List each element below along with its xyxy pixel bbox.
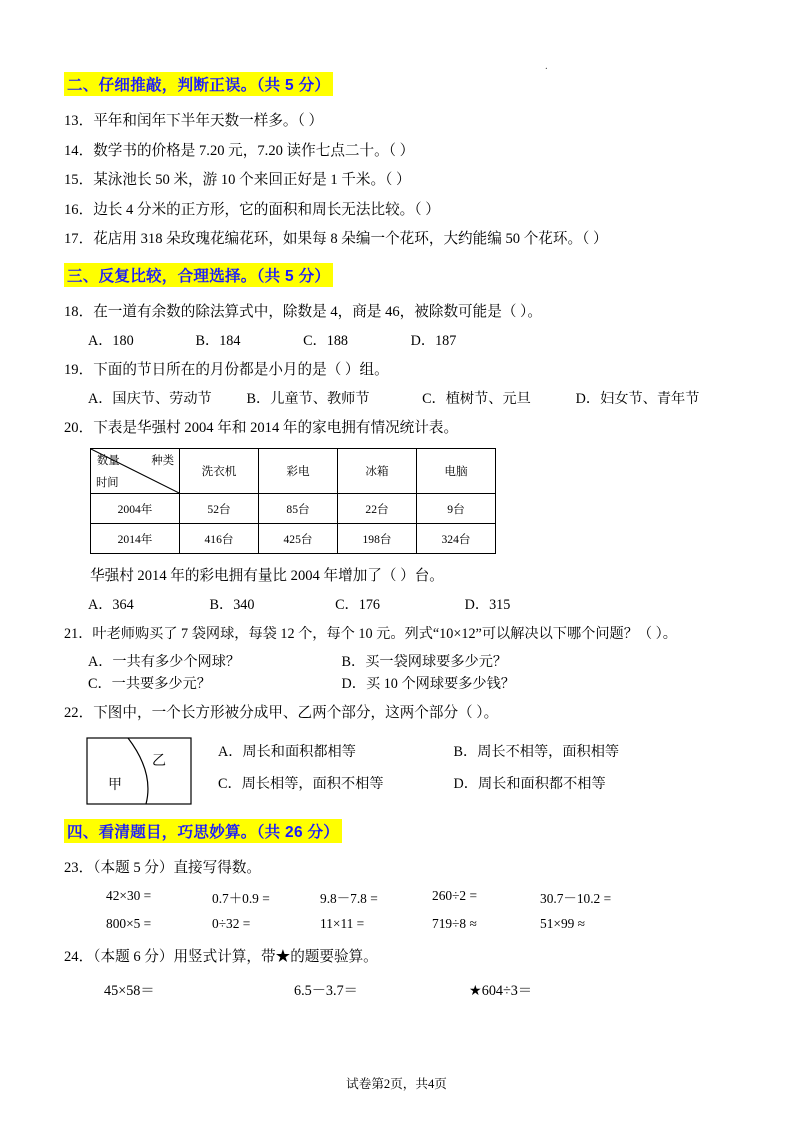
q22-option-b[interactable]: B．周长不相等，面积相等 — [453, 743, 620, 760]
question-16: 16．边长 4 分米的正方形，它的面积和周长无法比较。（ ） — [64, 201, 440, 218]
q21-option-b[interactable]: B．买一袋网球要多少元？ — [341, 654, 508, 671]
row-year-2004: 2004年 — [91, 494, 180, 524]
cell-2014-tv: 425台 — [259, 524, 338, 554]
corner-label-category: 种类 — [151, 455, 174, 468]
question-20: 20．下表是华强村 2004 年和 2014 年的家电拥有情况统计表。 — [64, 419, 459, 436]
cell-2004-washer: 52台 — [180, 494, 259, 524]
table-header-computer: 电脑 — [417, 449, 496, 494]
table-header-washer: 洗衣机 — [180, 449, 259, 494]
calc-item: 0÷32 = — [212, 916, 251, 932]
vertical-calc-item: ★604÷3＝ — [469, 982, 533, 999]
vertical-calc-item: 6.5－3.7＝ — [294, 982, 358, 999]
section-judgement — [64, 72, 729, 251]
question-13: 13．平年和闰年下半年天数一样多。（ ） — [64, 113, 324, 129]
q19-option-d[interactable]: D．妇女节、青年节 — [575, 390, 700, 407]
question-14: 14．数学书的价格是 7.20 元，7.20 读作七点二十。（ ） — [64, 142, 415, 159]
q21-options-row-1 — [88, 652, 729, 673]
table-corner-cell — [91, 449, 180, 494]
vertical-calc-item: 45×58＝ — [104, 982, 155, 999]
question-21-options — [88, 652, 729, 695]
rectangle-split-figure — [86, 737, 192, 805]
q21-option-a[interactable]: A．一共有多少个网球？ — [88, 654, 241, 671]
question-21: 21．叶老师购买了 7 袋网球，每袋 12 个，每个 10 元。列式“10×12”可以解决以下哪个问题？（ ）。 — [64, 626, 677, 643]
calc-item: 9.8－7.8 = — [320, 891, 378, 907]
corner-label-quantity: 数量 — [97, 455, 120, 468]
question-22-figure-area — [64, 733, 729, 805]
calc-item: 11×11 = — [320, 916, 365, 932]
cell-2004-fridge: 22台 — [338, 494, 417, 524]
question-23: 23．（本题 5 分）直接写得数。 — [64, 859, 262, 876]
svg-text:甲: 甲 — [108, 777, 122, 793]
section-heading-judgement: 二、仔细推敲，判断正误。（共 5 分） — [64, 72, 333, 96]
appliance-stat-table — [90, 448, 496, 554]
table-header-row — [91, 449, 496, 494]
cell-2014-washer: 416台 — [180, 524, 259, 554]
cell-2014-fridge: 198台 — [338, 524, 417, 554]
table-header-tv: 彩电 — [259, 449, 338, 494]
q20-option-a[interactable]: A．364 — [88, 597, 134, 614]
q18-option-b[interactable]: B．184 — [195, 332, 241, 349]
table-header-fridge: 冰箱 — [338, 449, 417, 494]
calc-item: 719÷8 ≈ — [432, 916, 477, 932]
rectangle-diagram-icon — [86, 737, 192, 805]
q20-option-b[interactable]: B．340 — [209, 597, 255, 614]
q22-options-row-1 — [218, 737, 619, 769]
question-22: 22．下图中，一个长方形被分成甲、乙两个部分，这两个部分（ ）。 — [64, 704, 499, 721]
q19-option-a[interactable]: A．国庆节、劳动节 — [88, 390, 212, 407]
table-row — [91, 494, 496, 524]
page-footer: 试卷第2页，共4页 — [346, 1077, 447, 1091]
cell-2014-computer: 324台 — [417, 524, 496, 554]
q20-option-d[interactable]: D．315 — [464, 597, 511, 614]
question-17: 17．花店用 318 朵玫瑰花编花环，如果每 8 朵编一个花环，大约能编 50 个花环。（ ） — [64, 231, 608, 248]
question-24: 24．（本题 6 分）用竖式计算，带★的题要验算。 — [64, 949, 378, 966]
question-18: 18．在一道有余数的除法算式中，除数是 4，商是 46，被除数可能是（ ）。 — [64, 304, 542, 321]
question-22-options — [218, 733, 619, 801]
cell-2004-tv: 85台 — [259, 494, 338, 524]
calc-item: 30.7－10.2 = — [540, 891, 612, 907]
page-marker: . — [545, 60, 548, 72]
q19-option-b[interactable]: B．儿童节、教师节 — [246, 390, 370, 407]
question-24-items — [104, 980, 729, 1000]
q20-option-c[interactable]: C．176 — [335, 597, 381, 614]
q22-option-a[interactable]: A．周长和面积都相等 — [218, 743, 356, 760]
svg-text:乙: 乙 — [152, 753, 166, 769]
q18-option-a[interactable]: A．180 — [88, 332, 134, 349]
section-heading-choice: 三、反复比较，合理选择。（共 5 分） — [64, 263, 333, 287]
table-row — [91, 524, 496, 554]
calc-item: 260÷2 = — [432, 888, 478, 904]
section-compute — [64, 819, 729, 1000]
question-20-followup: 华强村 2014 年的彩电拥有量比 2004 年增加了（ ）台。 — [90, 568, 444, 585]
calc-item: 0.7＋0.9 = — [212, 891, 270, 907]
q21-option-c[interactable]: C．一共要多少元？ — [88, 675, 211, 692]
q19-option-c[interactable]: C．植树节、元旦 — [422, 390, 531, 407]
row-year-2014: 2014年 — [91, 524, 180, 554]
section-choice — [64, 263, 729, 805]
calc-item: 800×5 = — [106, 916, 152, 932]
cell-2004-computer: 9台 — [417, 494, 496, 524]
question-23-row-1 — [106, 888, 729, 907]
section-heading-compute: 四、看清题目，巧思妙算。（共 26 分） — [64, 819, 342, 843]
q22-option-c[interactable]: C．周长相等，面积不相等 — [218, 775, 384, 792]
calc-item: 42×30 = — [106, 888, 152, 904]
question-19: 19．下面的节日所在的月份都是小月的是（ ）组。 — [64, 361, 389, 378]
calc-item: 51×99 ≈ — [540, 916, 586, 932]
question-23-row-2 — [106, 916, 729, 932]
question-19-options — [88, 389, 729, 410]
q18-option-d[interactable]: D．187 — [410, 332, 457, 349]
q21-option-d[interactable]: D．买 10 个网球要多少钱？ — [341, 675, 515, 692]
q21-options-row-2 — [88, 674, 729, 695]
question-20-options — [88, 595, 729, 616]
q18-option-c[interactable]: C．188 — [303, 332, 349, 349]
q22-option-d[interactable]: D．周长和面积都不相等 — [453, 775, 606, 792]
question-18-options — [88, 331, 729, 352]
corner-label-time: 时间 — [96, 477, 119, 490]
q22-options-row-2 — [218, 769, 619, 801]
question-15: 15．某泳池长 50 米，游 10 个来回正好是 1 千米。（ ） — [64, 172, 411, 189]
